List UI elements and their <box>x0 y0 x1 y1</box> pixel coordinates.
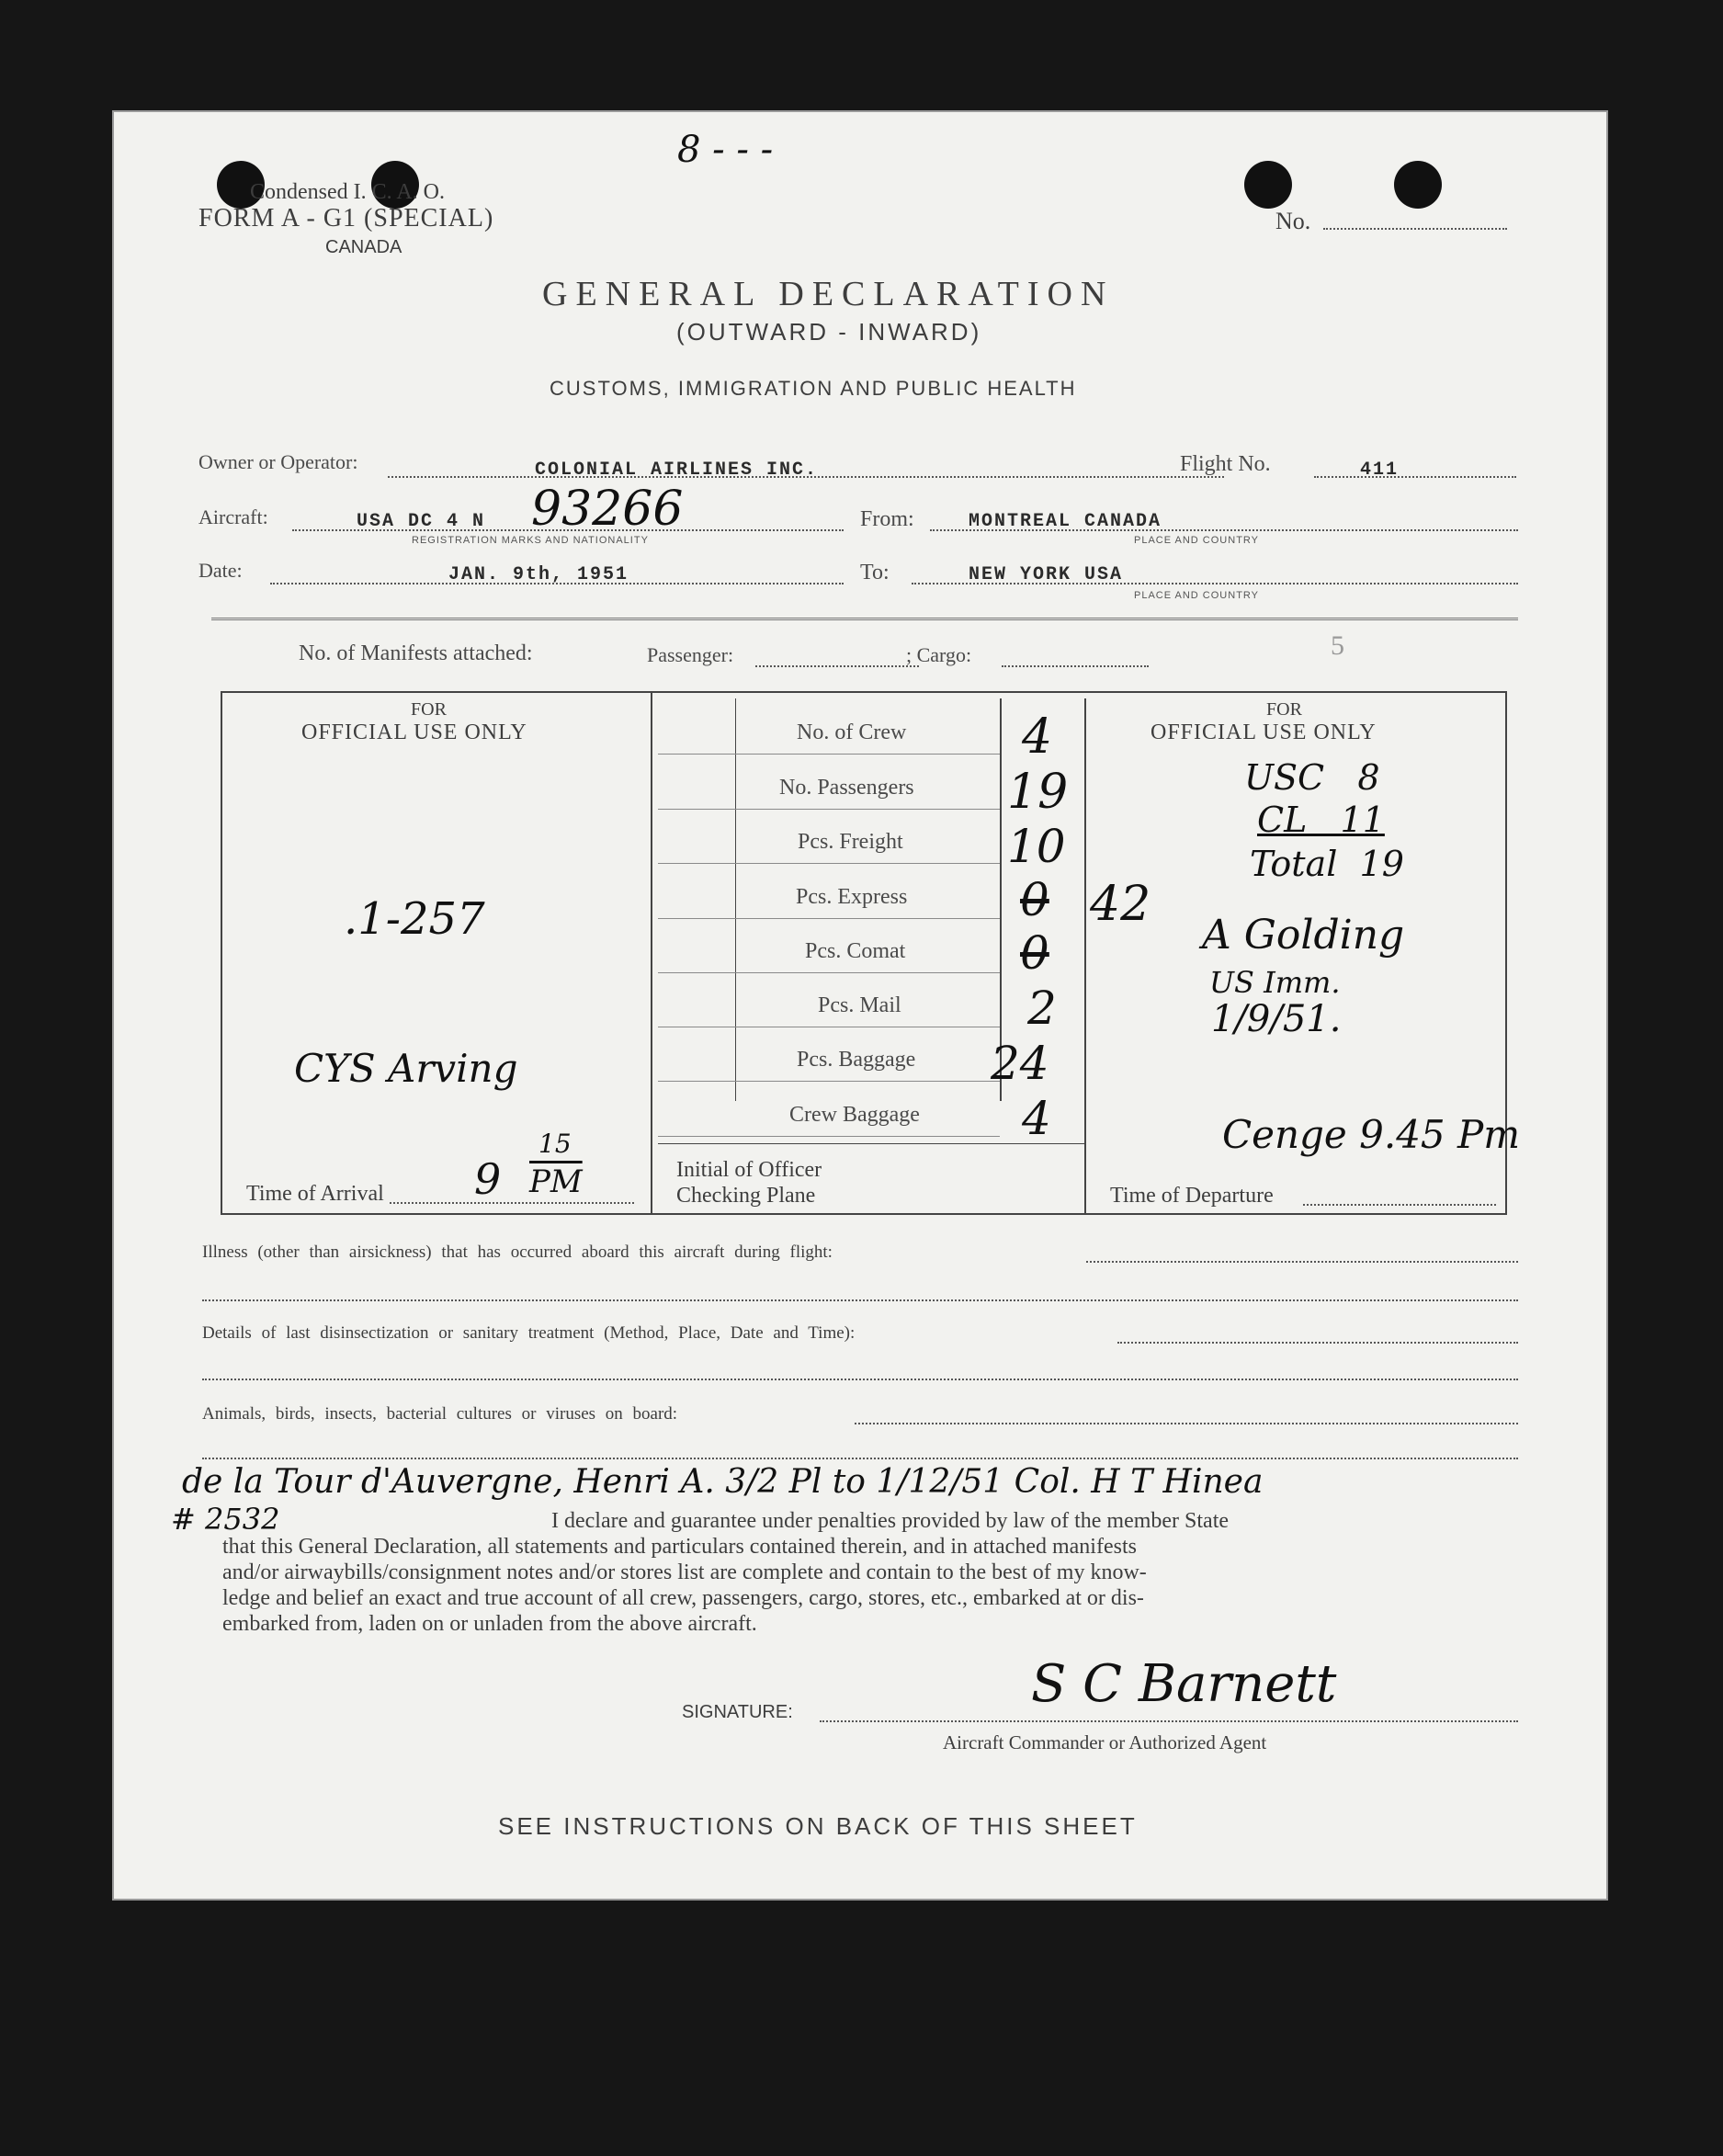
aircraft-caption: REGISTRATION MARKS AND NATIONALITY <box>412 535 649 546</box>
box-bottom <box>221 1213 1507 1215</box>
time-arrival-pm: $\overline{PM}$ <box>529 1163 583 1200</box>
initial-label-1: Initial of Officer <box>676 1158 822 1182</box>
manifests-label: No. of Manifests attached: <box>299 641 533 665</box>
manifests-mark: 5 <box>1331 630 1344 661</box>
item-label: Pcs. Express <box>796 885 908 909</box>
item-value: 19 <box>1007 765 1069 820</box>
right-hand-line: CL 11 <box>1257 800 1385 840</box>
item-rule <box>658 918 1000 919</box>
form-tagline: CUSTOMS, IMMIGRATION AND PUBLIC HEALTH <box>550 377 1077 400</box>
header-divider <box>211 618 1518 620</box>
item-rule <box>658 972 1000 973</box>
item-label: Pcs. Baggage <box>797 1048 916 1072</box>
disinsect-label: Details of last disinsectization or sanitary treatment (Method, Place, Date and Time): <box>202 1323 856 1343</box>
flight-value: 411 <box>1360 460 1400 481</box>
time-arrival-hour: 9 <box>474 1154 502 1204</box>
item-value: 0 <box>1020 926 1049 980</box>
number-label: No. <box>1275 208 1311 234</box>
left-hand-entry-1: .1-257 <box>344 893 485 945</box>
form-subtitle: (OUTWARD - INWARD) <box>676 318 982 346</box>
item-rule <box>658 863 1000 864</box>
aircraft-label: Aircraft: <box>198 505 268 528</box>
manifests-passenger-line <box>755 665 919 667</box>
item-label: Pcs. Mail <box>818 993 901 1017</box>
declaration-line: ledge and belief an exact and true account of all crew, passengers, cargo, stores, etc., embarked at or dis- <box>222 1586 1144 1610</box>
punch-hole <box>1244 161 1292 209</box>
illness-line-1 <box>1086 1261 1518 1263</box>
flight-line <box>1314 476 1516 478</box>
declaration-line: embarked from, laden on or unladen from the above aircraft. <box>222 1612 757 1636</box>
item-label: No. Passengers <box>779 776 914 800</box>
top-scribble: 8 - - - <box>677 129 774 171</box>
from-caption: PLACE AND COUNTRY <box>1134 535 1259 546</box>
to-label: To: <box>860 561 890 584</box>
right-hand-line: Total 19 <box>1250 844 1404 884</box>
left-for-label: FOR <box>411 699 447 720</box>
time-arrival-line <box>390 1202 634 1204</box>
date-label: Date: <box>198 559 243 582</box>
declaration-line: I declare and guarantee under penalties provided by law of the member State <box>551 1509 1230 1533</box>
number-line <box>1323 228 1507 230</box>
manifests-cargo-line <box>1002 665 1149 667</box>
item-value: 2 <box>1027 982 1057 1035</box>
signature-line <box>820 1720 1518 1722</box>
item-value: 0 <box>1020 873 1049 926</box>
to-value: NEW YORK USA <box>969 564 1124 585</box>
animals-line-2 <box>202 1458 1518 1459</box>
handwritten-note: de la Tour d'Auvergne, Henri A. 3/2 Pl to 1/12/51 Col. H T Hinea <box>182 1463 1264 1501</box>
right-hand-line: USC 8 <box>1244 757 1380 798</box>
signature-label: SIGNATURE: <box>682 1702 793 1722</box>
date-value: JAN. 9th, 1951 <box>448 564 629 585</box>
item-rule <box>658 1081 1000 1082</box>
from-label: From: <box>860 507 914 531</box>
time-arrival-label: Time of Arrival <box>246 1182 384 1206</box>
declaration-form-sheet <box>112 110 1608 1901</box>
flight-label: Flight No. <box>1180 452 1271 476</box>
item-label: Crew Baggage <box>789 1103 920 1127</box>
item-label: No. of Crew <box>797 721 907 744</box>
manifests-cargo-label: ; Cargo: <box>906 643 972 666</box>
to-caption: PLACE AND COUNTRY <box>1134 590 1259 601</box>
right-official-label: OFFICIAL USE ONLY <box>1151 721 1377 744</box>
left-official-label: OFFICIAL USE ONLY <box>301 721 527 744</box>
declaration-line: and/or airwaybills/consignment notes and/or stores list are complete and contain to the best of my know- <box>222 1560 1147 1584</box>
right-for-label: FOR <box>1266 699 1302 720</box>
illness-label: Illness (other than airsickness) that has occurred aboard this aircraft during flight: <box>202 1243 833 1262</box>
item-label: Pcs. Freight <box>798 830 903 854</box>
item-rule <box>658 809 1000 810</box>
departure-hand-entry: Cenge 9.45 Pm <box>1222 1112 1521 1157</box>
owner-label: Owner or Operator: <box>198 450 358 473</box>
punch-hole <box>1394 161 1442 209</box>
right-hand-line: US Imm. <box>1209 965 1341 1000</box>
item-value: 24 <box>991 1037 1049 1090</box>
box-divider-2 <box>735 698 736 1101</box>
from-value: MONTREAL CANADA <box>969 511 1162 532</box>
item-rule <box>658 1136 1000 1137</box>
time-departure-line <box>1303 1204 1496 1206</box>
aircraft-typed: USA DC 4 N <box>357 511 486 532</box>
footer-instructions: SEE INSTRUCTIONS ON BACK OF THIS SHEET <box>498 1812 1138 1840</box>
signature-hand: S C Barnett <box>1031 1654 1337 1714</box>
item-rule <box>658 754 1000 755</box>
right-hand-line: 1/9/51. <box>1211 998 1342 1040</box>
box-top <box>221 691 1507 693</box>
declaration-line: that this General Declaration, all statements and particulars contained therein, and in attached manifests <box>222 1535 1137 1559</box>
time-arrival-minutes: 15 <box>538 1129 572 1159</box>
animals-line-1 <box>855 1423 1518 1424</box>
initial-divider <box>658 1143 1086 1144</box>
aircraft-registration: 93266 <box>531 482 684 537</box>
item-value: 4 <box>1022 1092 1051 1145</box>
express-note: 42 <box>1090 877 1151 932</box>
time-departure-label: Time of Departure <box>1110 1184 1274 1208</box>
manifests-passenger-label: Passenger: <box>647 643 734 666</box>
item-label: Pcs. Comat <box>805 939 906 963</box>
initial-label-2: Checking Plane <box>676 1184 816 1208</box>
disinsect-line-1 <box>1117 1342 1518 1344</box>
form-code-line1: Condensed I. C. A. O. <box>250 180 445 204</box>
item-value: 4 <box>1022 709 1053 765</box>
disinsect-line-2 <box>202 1379 1518 1380</box>
box-left <box>221 691 222 1215</box>
handwritten-number: # 2532 <box>171 1502 280 1537</box>
animals-label: Animals, birds, insects, bacterial cultures or viruses on board: <box>202 1404 678 1424</box>
form-code-line2: FORM A - G1 (SPECIAL) <box>198 204 494 233</box>
form-title: GENERAL DECLARATION <box>542 275 1115 313</box>
owner-value: COLONIAL AIRLINES INC. <box>535 460 819 481</box>
box-divider-1 <box>651 691 652 1215</box>
form-code-line3: CANADA <box>325 237 402 257</box>
signature-caption: Aircraft Commander or Authorized Agent <box>943 1731 1267 1753</box>
illness-line-2 <box>202 1299 1518 1301</box>
right-hand-line: A Golding <box>1202 912 1405 959</box>
box-divider-4 <box>1084 698 1086 1213</box>
left-hand-entry-2: CYS Arving <box>294 1046 518 1091</box>
item-value: 10 <box>1007 820 1066 873</box>
